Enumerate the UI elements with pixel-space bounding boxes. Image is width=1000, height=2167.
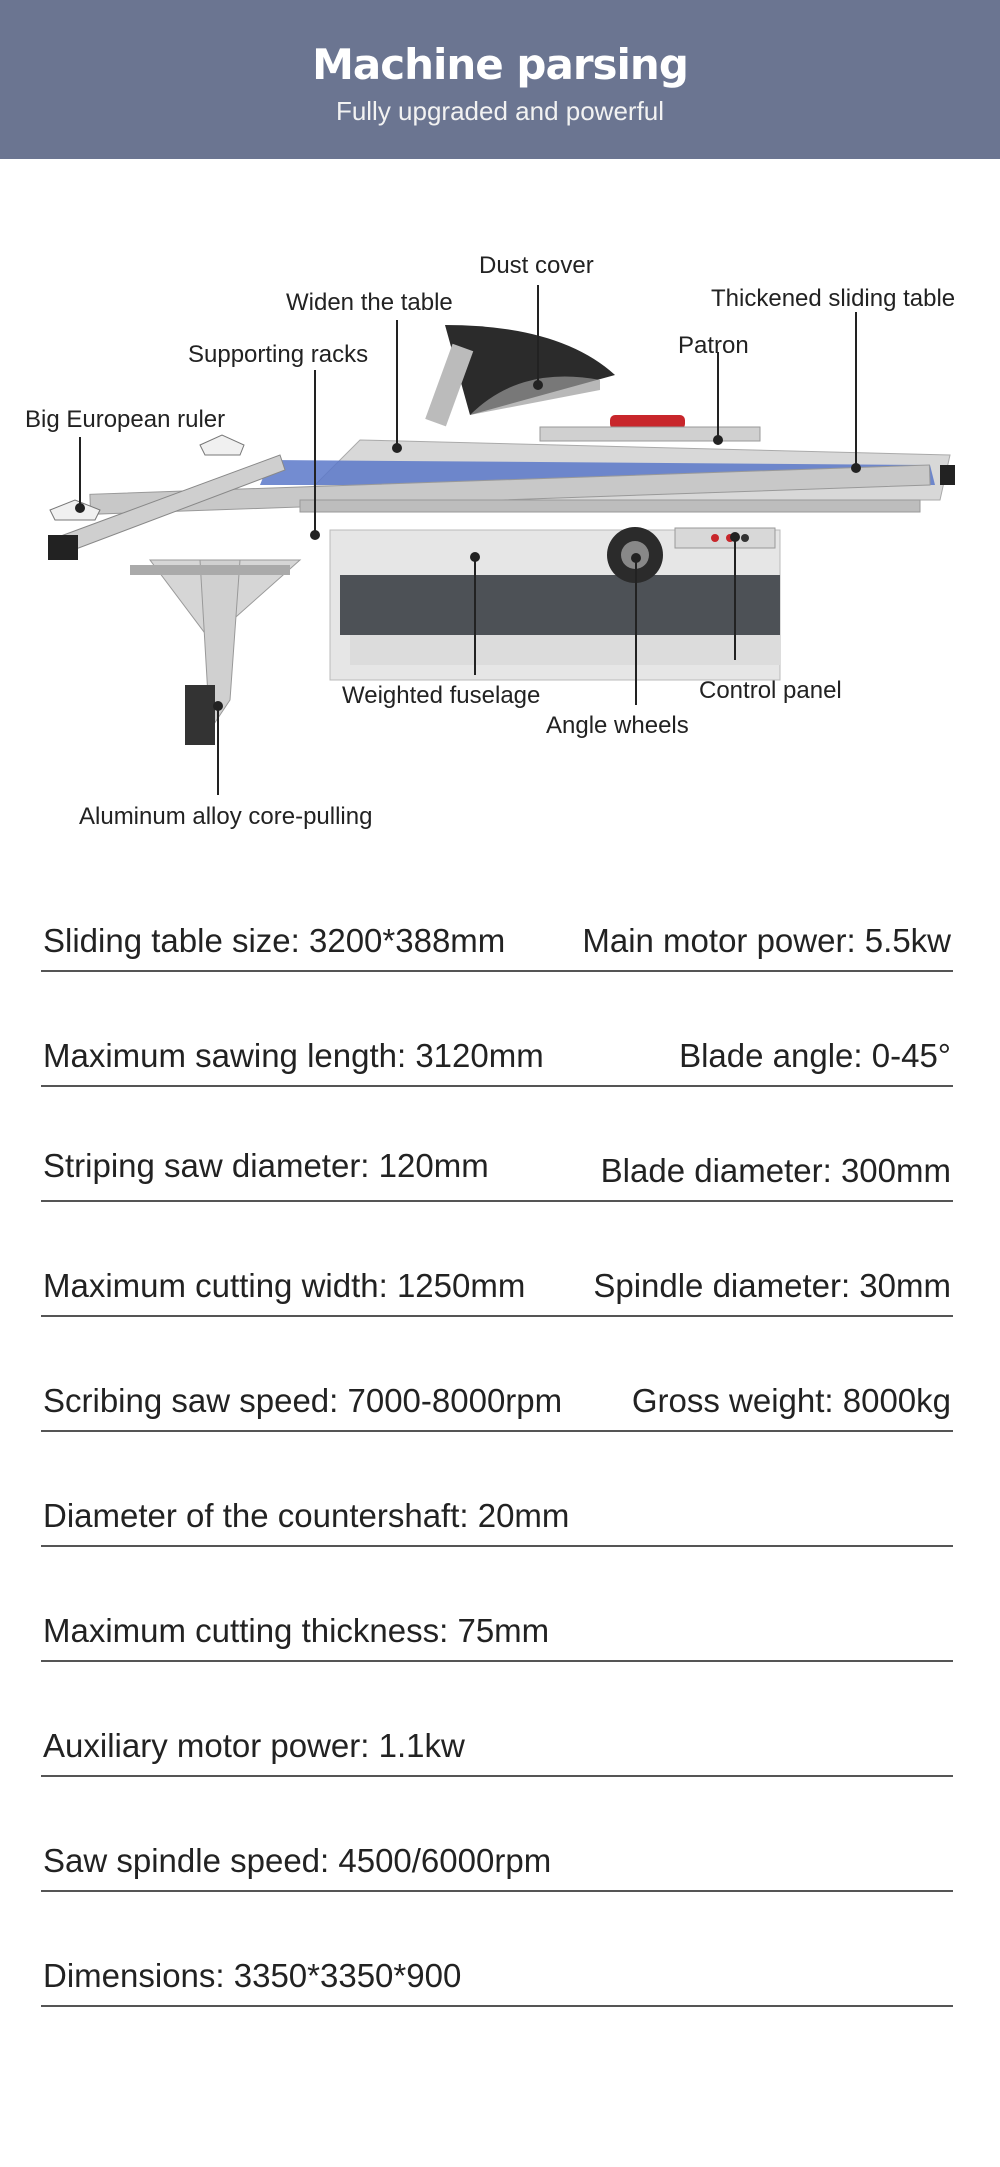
callout-aluminum-core-pulling: Aluminum alloy core-pulling [79,803,373,830]
callout-patron: Patron [678,332,749,359]
spec-label: Maximum cutting thickness: 75mm [43,1612,550,1649]
spec-row [41,1315,953,1432]
spec-label: Diameter of the countershaft: 20mm [43,1497,570,1534]
callout-widen-table: Widen the table [286,289,453,316]
spec-label: Dimensions: 3350*3350*900 [43,1957,462,1994]
page-subtitle: Fully upgraded and powerful [335,96,665,126]
callout-supporting-racks: Supporting racks [188,341,369,368]
spec-label: Gross weight: 8000kg [631,1382,951,1419]
spec-row [41,1430,953,1547]
callout-weighted-fuselage: Weighted fuselage [342,682,541,709]
callout-dust-cover: Dust cover [479,252,594,279]
spec-row [41,1890,953,2007]
machine-diagram [0,230,1000,850]
callout-thickened-sliding-table: Thickened sliding table [711,285,956,312]
spec-label: Blade angle: 0-45° [679,1037,951,1074]
spec-label: Maximum cutting width: 1250mm [43,1267,526,1304]
spec-label: Spindle diameter: 30mm [593,1267,951,1304]
spec-label: Sliding table size: 3200*388mm [43,922,506,959]
callout-control-panel: Control panel [699,677,842,704]
page-title: Machine parsing [312,40,688,89]
spec-row [41,1775,953,1892]
spec-row [41,1660,953,1777]
spec-row [41,970,953,1087]
spec-row [41,1085,953,1202]
spec-label: Saw spindle speed: 4500/6000rpm [43,1842,552,1879]
callout-big-european-ruler: Big European ruler [25,406,226,433]
spec-label: Auxiliary motor power: 1.1kw [43,1727,465,1764]
spec-label: Main motor power: 5.5kw [582,922,951,959]
spec-label: Scribing saw speed: 7000-8000rpm [43,1382,563,1419]
machine-illustration [0,230,1000,850]
callout-angle-wheels: Angle wheels [546,712,689,739]
spec-label: Striping saw diameter: 120mm [43,1147,489,1184]
page-header [0,0,1000,159]
spec-label: Maximum sawing length: 3120mm [43,1037,544,1074]
spec-row [41,1200,953,1317]
spec-label: Blade diameter: 300mm [600,1152,951,1189]
spec-row [41,855,953,972]
spec-row [41,1545,953,1662]
